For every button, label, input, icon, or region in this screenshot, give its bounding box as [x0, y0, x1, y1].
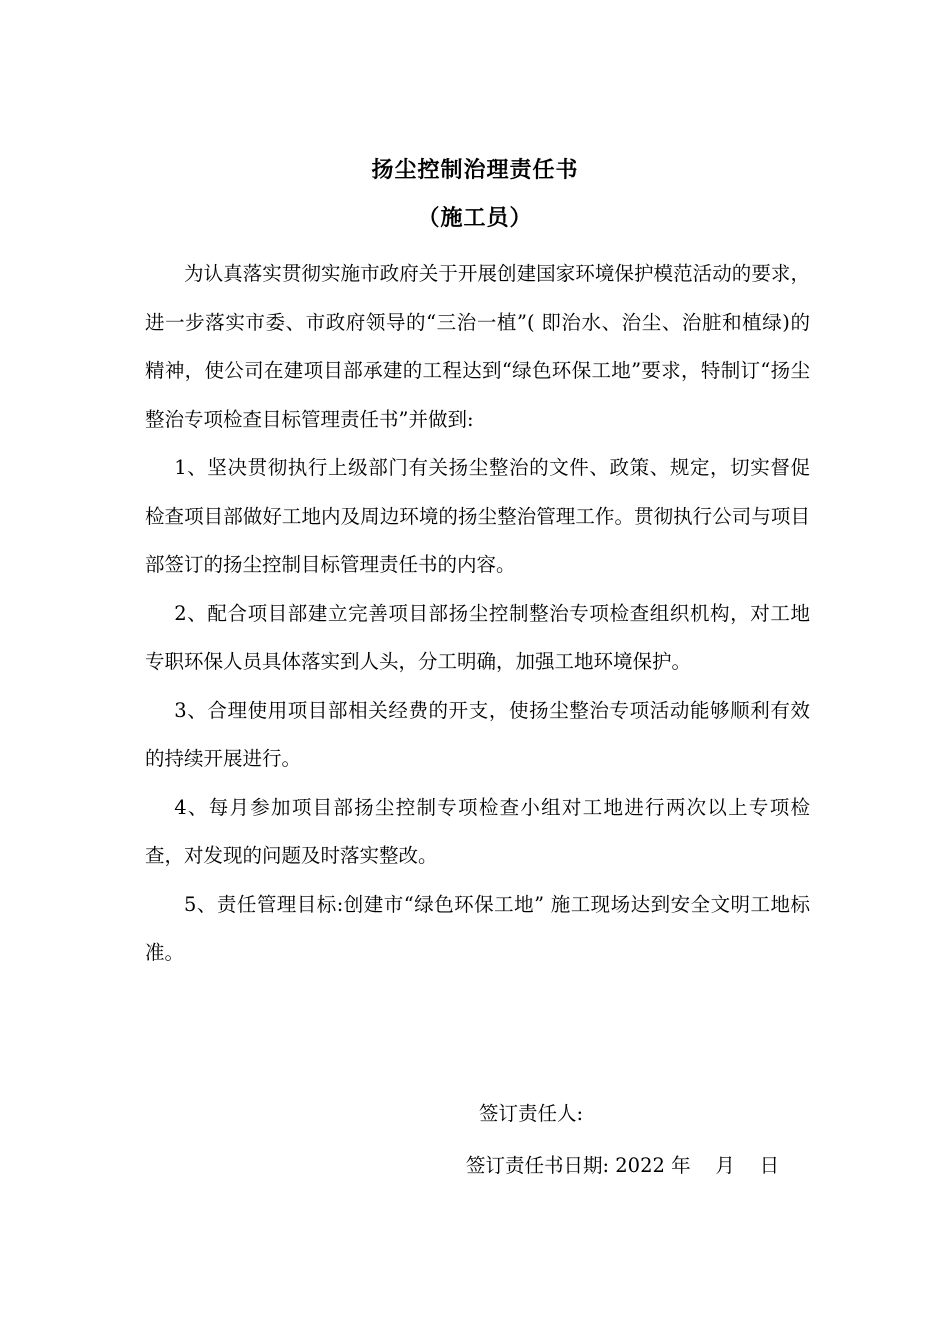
intro-paragraph: 为认真落实贯彻实施市政府关于开展创建国家环境保护模范活动的要求，进一步落实市委、市政府领导的“三治一植”( 即治水、治尘、治脏和植绿)的精神，使公司在建项目部承建的工程达到“绿色环保工地”要求，特制订“扬尘整治专项检查目标管理责任书”并做到: [145, 262, 810, 431]
signer-label: 签订责任人: [479, 1102, 584, 1125]
sign-date-label: 签订责任书日期: 2022 年 月 日 [466, 1154, 780, 1177]
clause-3: 3、合理使用项目部相关经费的开支，使扬尘整治专项活动能够顺利有效的持续开展进行。 [145, 698, 810, 770]
clause-5: 5、责任管理目标:创建市“绿色环保工地” 施工现场达到安全文明工地标准。 [145, 892, 810, 964]
clause-1: 1、坚决贯彻执行上级部门有关扬尘整治的文件、政策、规定，切实督促检查项目部做好工地内及周边环境的扬尘整治管理工作。贯彻执行公司与项目部签订的扬尘控制目标管理责任书的内容。 [145, 456, 810, 576]
clause-2: 2、配合项目部建立完善项目部扬尘控制整治专项检查组织机构，对工地专职环保人员具体落实到人头，分工明确，加强工地环境保护。 [145, 601, 810, 673]
document-subtitle: （施工员） [417, 205, 533, 231]
clause-4: 4、每月参加项目部扬尘控制专项检查小组对工地进行两次以上专项检查，对发现的问题及时落实整改。 [145, 795, 810, 867]
document-title: 扬尘控制治理责任书 [371, 157, 579, 183]
document-body [145, 250, 810, 978]
